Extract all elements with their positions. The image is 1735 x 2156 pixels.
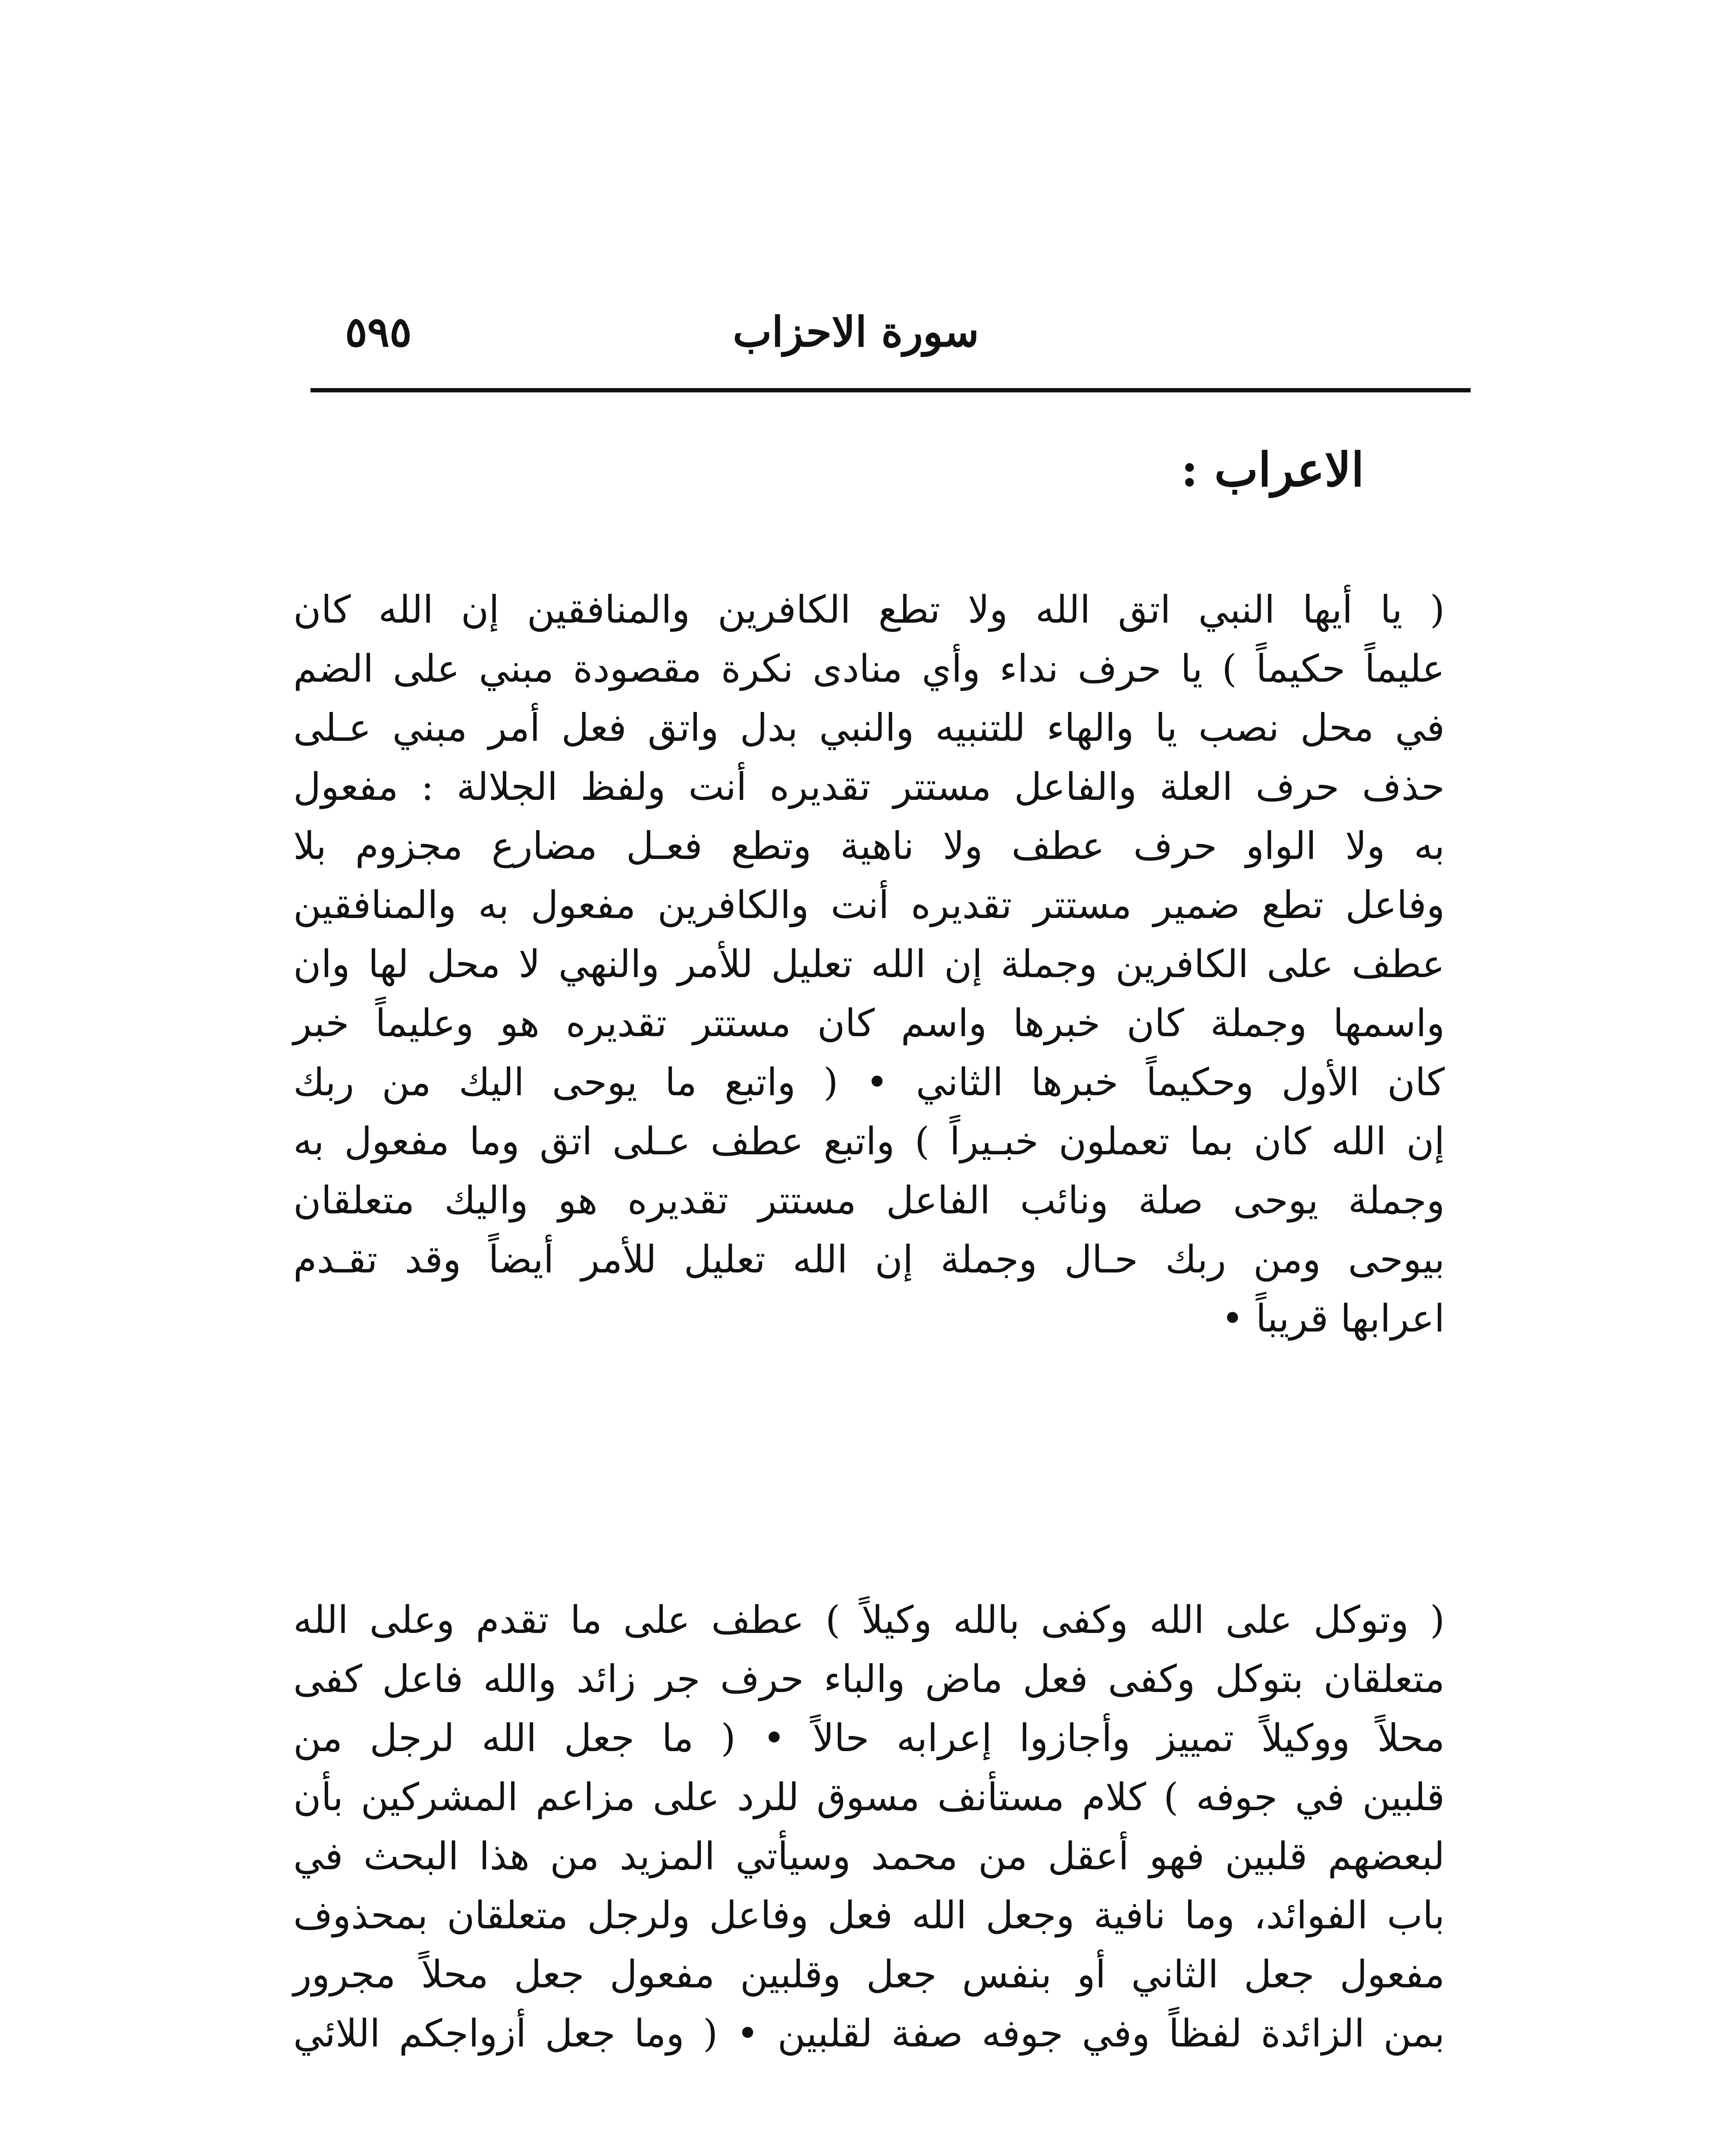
text-line: كان الأول وحكيماً خبرها الثاني • ( واتبع ما يوحى اليك من ربك	[293, 1060, 1445, 1104]
header-rule	[311, 388, 1471, 392]
text-line: عطف على الكافرين وجملة إن الله تعليل للأمر والنهي لا محل لها وان	[293, 942, 1445, 986]
text-line: بيوحى ومن ربك حـال وجملة إن الله تعليل للأمر أيضاً وقد تقـدم	[293, 1237, 1445, 1282]
text-line: مفعول جعل الثاني أو بنفس جعل وقلبين مفعول جعل محلاً مجرور	[293, 1952, 1445, 1996]
text-line: لبعضهم قلبين فهو أعقل من محمد وسيأتي المزيد من هذا البحث في	[293, 1834, 1445, 1878]
scan-mark	[1673, 129, 1685, 147]
text-line: ( وتوكل على الله وكفى بالله وكيلاً ) عطف على ما تقدم وعلى الله	[293, 1598, 1445, 1642]
text-line: وجملة يوحى صلة ونائب الفاعل مستتر تقديره هو واليك متعلقان	[293, 1178, 1445, 1222]
text-line: ( يا أيها النبي اتق الله ولا تطع الكافرين والمنافقين إن الله كان	[293, 587, 1445, 632]
text-line: بمن الزائدة لفظاً وفي جوفه صفة لقلبين • ( وما جعل أزواجكم اللائي	[293, 2011, 1445, 2056]
running-header	[311, 298, 1471, 367]
text-line: اعرابها قريباً •	[1221, 1296, 1445, 1341]
text-line: إن الله كان بما تعملون خبـيراً ) واتبع عطف عـلى اتق وما مفعول به	[293, 1119, 1445, 1163]
text-line: في محل نصب يا والهاء للتنبيه والنبي بدل واتق فعل أمر مبني عـلى	[293, 705, 1445, 750]
text-line: محلاً ووكيلاً تمييز وأجازوا إعرابه حالاً • ( ما جعل الله لرجل من	[293, 1716, 1445, 1760]
paragraph-1	[293, 580, 1445, 1348]
text-line: حذف حرف العلة والفاعل مستتر تقديره أنت ولفظ الجلالة : مفعول	[293, 765, 1445, 809]
text-line: قلبين في جوفه ) كلام مستأنف مسوق للرد على مزاعم المشركين بأن	[293, 1775, 1445, 1819]
text-line: واسمها وجملة كان خبرها واسم كان مستتر تقديره هو وعليماً خبر	[293, 1001, 1445, 1045]
surah-title: سورة الاحزاب	[733, 307, 979, 356]
section-heading: الاعراب :	[1181, 443, 1364, 497]
text-line: وفاعل تطع ضمير مستتر تقديره أنت والكافرين مفعول به والمنافقين	[293, 883, 1445, 927]
text-line: متعلقان بتوكل وكفى فعل ماض والباء حرف جر زائد والله فاعل كفى	[293, 1657, 1445, 1701]
text-line: باب الفوائد، وما نافية وجعل الله فعل وفاعل ولرجل متعلقان بمحذوف	[293, 1893, 1445, 1937]
page-number: ٥٩٥	[345, 307, 412, 356]
text-line: به ولا الواو حرف عطف ولا ناهية وتطع فعـل مضارع مجزوم بلا	[293, 824, 1445, 868]
text-line: عليماً حكيماً ) يا حرف نداء وأي منادى نكرة مقصودة مبني على الضم	[293, 646, 1445, 691]
paragraph-2	[293, 1590, 1445, 2063]
